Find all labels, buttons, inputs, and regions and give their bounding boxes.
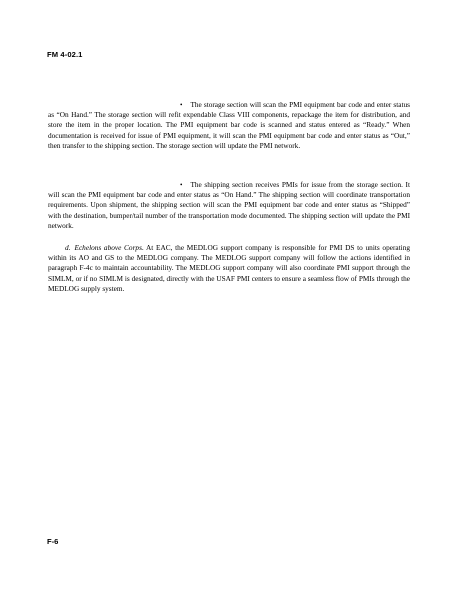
bullet-icon: • bbox=[180, 101, 183, 109]
echelons-above-corps-paragraph bbox=[48, 243, 410, 294]
paragraph-text: The shipping section receives PMIs for issue from the storage section. It will scan the PMI equipment bar code and enter status as “On Hand.” The shipping section will coordinate transportation requirements. Upon shipment, the shipping section will scan the PMI equipment bar code and enter status as “Shipped” with the destination, bumper/tail number of the transportation mode documented. The shipping section will update the PMI network. bbox=[48, 180, 410, 230]
page-number: F-6 bbox=[47, 537, 59, 546]
shipping-section-paragraph bbox=[48, 180, 410, 231]
bullet-icon: • bbox=[180, 181, 183, 189]
storage-section-paragraph bbox=[48, 100, 410, 151]
page-header: FM 4-02.1 bbox=[47, 50, 83, 59]
paragraph-text: The storage section will scan the PMI equipment bar code and enter status as “On Hand.” The storage section will refit expendable Class VIII components, repackage the item for distribution, and store the item in the proper location. The PMI equipment bar code is scanned and status entered as “Ready.” When documentation is received for issue of PMI equipment, it will scan the PMI equipment bar code and enter status as “Out,” then transfer to the shipping section. The storage section will update the PMI network. bbox=[48, 100, 410, 150]
paragraph-label: d. bbox=[65, 243, 71, 252]
paragraph-title: Echelons above Corps bbox=[74, 243, 142, 252]
paragraph-text: . At EAC, the MEDLOG support company is responsible for PMI DS to units operating within its AO and GS to the MEDLOG company. The MEDLOG support company will follow the actions identified in paragraph F-4c to maintain accountability. The MEDLOG support company will also coordinate PMI support through the SIMLM, or if no SIMLM is designated, directly with the USAF PMI centers to ensure a seamless flow of PMIs through the MEDLOG supply system. bbox=[48, 243, 410, 293]
